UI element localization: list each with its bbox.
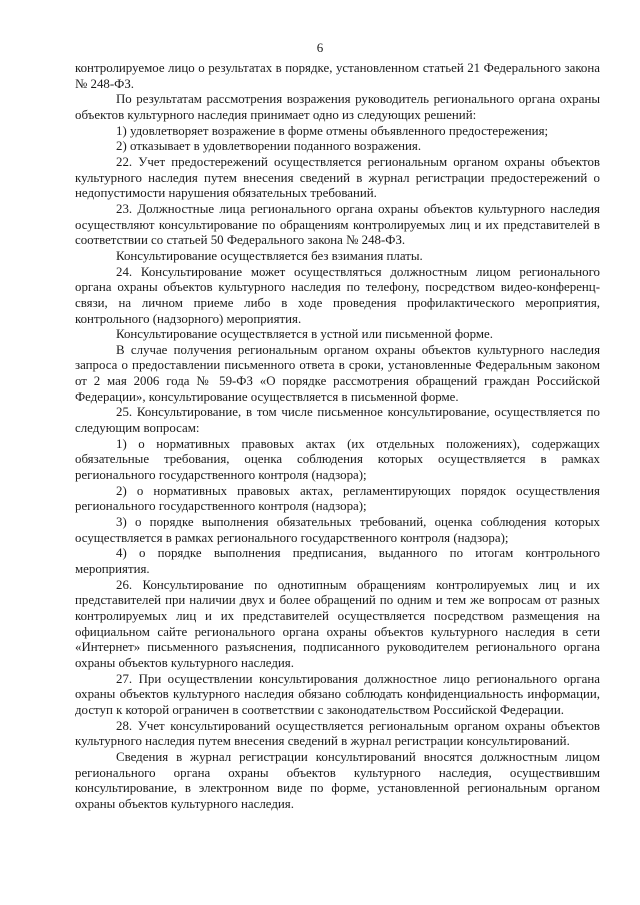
paragraph: 3) о порядке выполнения обязательных требований, оценка соблюдения которых осуществляется в рамках регионального государственного контроля (надзора); [75,515,600,545]
paragraph: 28. Учет консультирований осуществляется региональным органом охраны объектов культурного наследия путем внесения сведений в журнал регистрации консультирований. [75,718,600,749]
paragraph: 1) о нормативных правовых актах (их отдельных положениях), содержащих обязательные требования, оценка соблюдения которых осуществляется в рамках регионального государственного контроля (надзора); [75,436,600,483]
paragraph: 2) отказывает в удовлетворении поданного возражения. [116,139,422,154]
paragraph: Сведения в журнал регистрации консультирований вносятся должностным лицом регионального органа охраны объектов культурного наследия, осуществившим консультирование, в электронном виде по форме, установленной региональным органом охраны объектов культурного наследия. [75,749,600,811]
paragraph: В случае получения региональным органом охраны объектов культурного наследия запроса о предоставлении письменного ответа в сроки, установленные Федеральным законом от 2 мая 2006 года № 59-ФЗ «О порядке рассмотрения обращений граждан Российской Федерации», консультирование осуществляется в письменной форме. [75,342,600,404]
paragraph: Консультирование осуществляется без взимания платы. [116,248,423,263]
paragraph: 24. Консультирование может осуществляться должностным лицом регионального органа охраны объектов культурного наследия по телефону, посредством видео-конференц-связи, на личном приеме либо в ходе проведения профилактического мероприятия, контрольного (надзорного) мероприятия. [75,264,600,326]
paragraph: 1) удовлетворяет возражение в форме отмены объявленного предостережения; [116,123,549,138]
page-number: 6 [316,40,324,55]
paragraph: Консультирование осуществляется в устной или письменной форме. [116,327,493,342]
document-body [75,61,600,813]
paragraph: 26. Консультирование по однотипным обращениям контролируемых лиц и их представителей при наличии двух и более обращений по одним и тем же вопросам от разных контролируемых лиц и их представителей осуществляется посредством размещения на официальном сайте регионального органа охраны объектов культурного наследия в сети «Интернет» письменного разъяснения, подписанного руководителем регионального органа охраны объектов культурного наследия. [75,577,600,670]
paragraph: 22. Учет предостережений осуществляется региональным органом охраны объектов культурного наследия путем внесения сведений в журнал регистрации предостережений о недопустимости нарушения обязательных требований. [75,154,600,201]
paragraph: 25. Консультирование, в том числе письменное консультирование, осуществляется по следующим вопросам: [75,405,600,436]
paragraph: По результатам рассмотрения возражения руководитель регионального органа охраны объектов культурного наследия принимает одно из следующих решений: [75,92,600,122]
paragraph: 27. При осуществлении консультирования должностное лицо регионального органа охраны объектов культурного наследия обязано соблюдать конфиденциальность информации, доступ к которой ограничен в соответствии с законодательством Российской Федерации. [75,671,600,717]
paragraph: контролируемое лицо о результатах в порядке, установленном статьей 21 Федерального закона № 248-ФЗ. [75,61,600,91]
paragraph: 4) о порядке выполнения предписания, выданного по итогам контрольного мероприятия. [75,546,600,576]
paragraph: 2) о нормативных правовых актах, регламентирующих порядок осуществления регионального государственного контроля (надзора); [75,483,600,514]
paragraph: 23. Должностные лица регионального органа охраны объектов культурного наследия осуществляют консультирование по обращениям контролируемых лиц и их представителей в соответствии со статьей 50 Федерального закона № 248-ФЗ. [75,201,600,248]
